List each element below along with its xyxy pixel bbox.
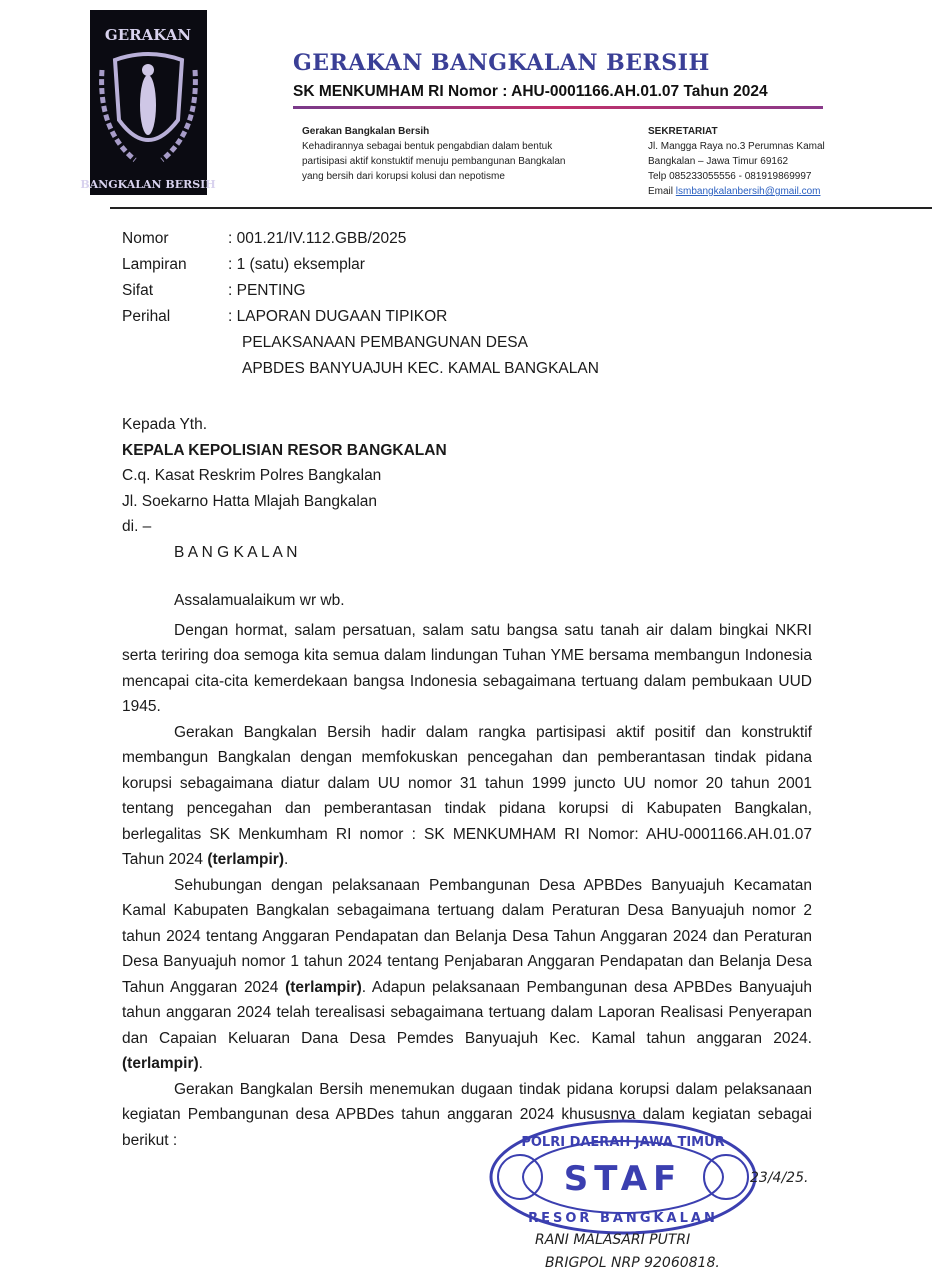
svg-text:GERAKAN: GERAKAN (104, 26, 192, 44)
handwritten-name: RANI MALASARI PUTRI (535, 1232, 691, 1248)
address-line: Jl. Mangga Raya no.3 Perumnas Kamal (648, 141, 825, 152)
recipient-name: KEPALA KEPOLISIAN RESOR BANGKALAN (122, 441, 447, 459)
meta-key: Lampiran (122, 256, 187, 273)
recipient-greeting: Kepada Yth. (122, 416, 208, 433)
secretariat-label: SEKRETARIAT (648, 126, 718, 137)
handwritten-date: 23/4/25. (750, 1170, 809, 1186)
recipient-block (122, 412, 447, 565)
meta-value: : PENTING (228, 282, 306, 299)
meta-key: Nomor (122, 230, 169, 247)
letterhead-rule (110, 207, 932, 209)
organization-description (302, 124, 632, 184)
header-divider (293, 106, 823, 109)
phone: Telp 085233055556 - 081919869997 (648, 171, 812, 182)
recipient-street: Jl. Soekarno Hatta Mlajah Bangkalan (122, 492, 378, 510)
recipient-city: B A N G K A L A N (174, 543, 298, 561)
handwritten-rank: BRIGPOL NRP 92060818. (545, 1255, 720, 1271)
svg-text:BANGKALAN BERSIH: BANGKALAN BERSIH (80, 178, 216, 191)
sk-number: SK MENKUMHAM RI Nomor : AHU-0001166.AH.01.07 Tahun 2024 (293, 83, 768, 100)
meta-key: Sifat (122, 282, 154, 299)
paragraph: Dengan hormat, salam persatuan, salam satu bangsa satu tanah air dalam bingkai NKRI serta teriring doa semoga kita semua dalam lindungan Tuhan YME bersama membangun Indonesia mencapai cita-cita kemerdekaan bangsa Indonesia sebagaimana tertuang dalam pembukaan UUD 1945. (122, 621, 812, 715)
paragraph: Gerakan Bangkalan Bersih menemukan dugaan tindak pidana korupsi dalam pelaksanaan kegiatan Pembangunan desa APBDes tahun anggaran 2024 khususnya dalam kegiatan sebagai berikut : (122, 1080, 812, 1149)
recipient-cq: C.q. Kasat Reskrim Polres Bangkalan (122, 467, 382, 484)
meta-value: : LAPORAN DUGAAN TIPIKOR (228, 308, 448, 325)
svg-text:STAF: STAF (563, 1159, 683, 1199)
svg-text:POLRI DAERAH JAWA TIMUR: POLRI DAERAH JAWA TIMUR (521, 1135, 725, 1150)
police-stamp (488, 1118, 758, 1236)
org-desc-line: partisipasi aktif konstuktif menuju pembangunan Bangkalan (302, 156, 566, 167)
letter-body (122, 588, 812, 1153)
meta-value: : 1 (satu) eksemplar (228, 256, 365, 273)
svg-text:RESOR BANGKALAN: RESOR BANGKALAN (528, 1211, 718, 1226)
perihal-line: PELAKSANAAN PEMBANGUNAN DESA (242, 334, 528, 351)
org-desc-line: yang bersih dari korupsi kolusi dan nepotisme (302, 171, 505, 182)
meta-key: Perihal (122, 308, 171, 325)
email-label: Email (648, 186, 674, 197)
address-line: Bangkalan – Jawa Timur 69162 (648, 156, 789, 167)
org-name: Gerakan Bangkalan Bersih (302, 126, 430, 137)
perihal-line: APBDES BANYUAJUH KEC. KAMAL BANGKALAN (242, 360, 599, 377)
paragraph: Sehubungan dengan pelaksanaan Pembangunan Desa APBDes Banyuajuh Kecamatan Kamal Kabupaten Bangkalan sebagaimana tertuang dalam Peraturan Desa Banyuajuh nomor 2 tahun 2024 tentang Anggaran Pendapatan dan Belanja Desa Tahun Anggaran 2024 dan Peraturan Desa Banyuajuh nomor 1 tahun 2024 tentang Penjabaran Anggaran Pendapatan dan Belanja Desa Tahun Anggaran 2024 (terlampir). Adapun pelaksanaan Pembangunan desa APBDes Banyuajuh tahun anggaran 2024 telah terealisasi sebagaimana tertuang dalam Laporan Realisasi Penyerapan dan Capaian Keluaran Dana Desa Pemdes Banyuajuh Kec. Kamal tahun anggaran 2024. (terlampir). (122, 876, 812, 1072)
email-link[interactable]: lsmbangkalanbersih@gmail.com (675, 186, 821, 197)
org-desc-line: Kehadirannya sebagai bentuk pengabdian dalam bentuk (302, 141, 553, 152)
paragraph: Gerakan Bangkalan Bersih hadir dalam rangka partisipasi aktif positif dan konstruktif membangun Bangkalan dengan memfokuskan pencegahan dan pemberantasan tindak pidana korupsi sebagaimana diatur dalam UU nomor 31 tahun 1999 juncto UU nomor 20 tahun 2001 tentang pencegahan dan pemberantasan tindak pidana korupsi di Kabupaten Bangkalan, berlegalitas SK Menkumham RI nomor : SK MENKUMHAM RI Nomor: AHU-0001166.AH.01.07 Tahun 2024 (terlampir). (122, 723, 812, 868)
organization-logo (80, 10, 216, 195)
recipient-di: di. – (122, 518, 152, 535)
organization-title: GERAKAN BANGKALAN BERSIH (293, 50, 710, 76)
secretariat-info (648, 124, 858, 199)
meta-value: : 001.21/IV.112.GBB/2025 (228, 230, 407, 247)
salutation: Assalamualaikum wr wb. (174, 592, 345, 609)
